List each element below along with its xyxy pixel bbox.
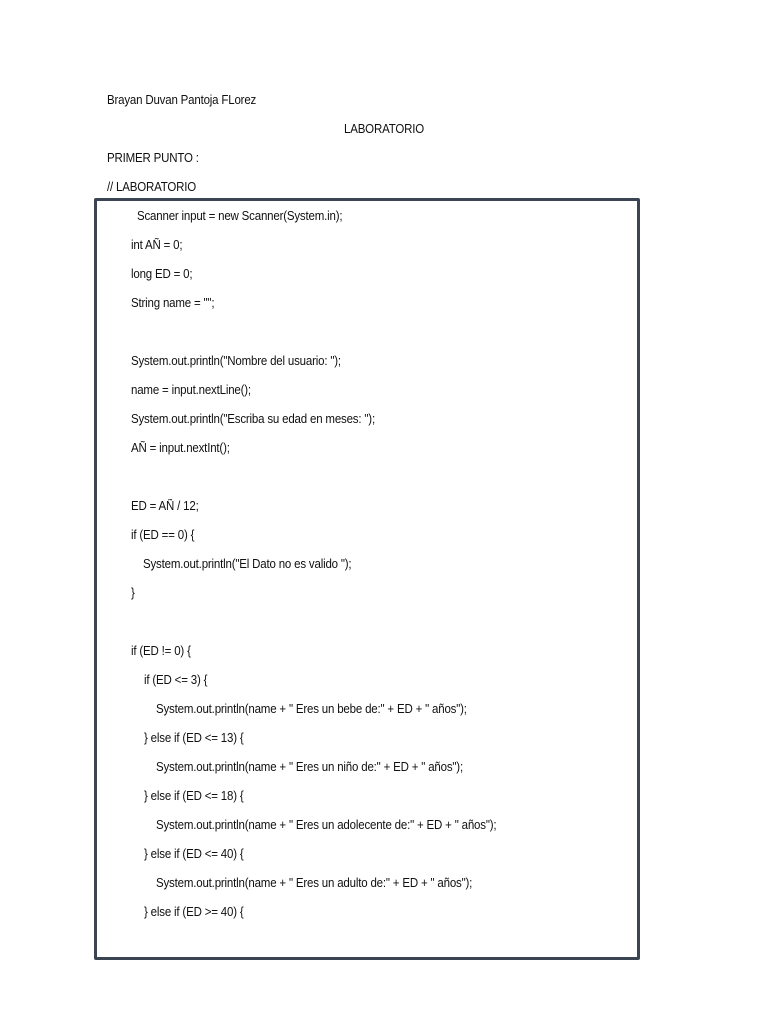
code-line: } else if (ED >= 40) {	[144, 905, 244, 919]
code-line: if (ED == 0) {	[131, 528, 195, 542]
code-line: } else if (ED <= 13) {	[144, 731, 244, 745]
code-line: ED = AÑ / 12;	[131, 499, 199, 513]
document-heading: LABORATORIO	[344, 122, 424, 136]
code-line: System.out.println(name + " Eres un niño de:" + ED + " años");	[156, 760, 463, 774]
code-line: System.out.println(name + " Eres un adolecente de:" + ED + " años");	[156, 818, 497, 832]
code-line: } else if (ED <= 18) {	[144, 789, 244, 803]
code-line: System.out.println(name + " Eres un bebe de:" + ED + " años");	[156, 702, 467, 716]
code-line: AÑ = input.nextInt();	[131, 441, 230, 455]
code-comment: // LABORATORIO	[107, 180, 197, 194]
code-line: } else if (ED <= 40) {	[144, 847, 244, 861]
code-line: System.out.println(name + " Eres un adulto de:" + ED + " años");	[156, 876, 473, 890]
code-line: System.out.println("El Dato no es valido ");	[143, 557, 352, 571]
code-line: }	[131, 586, 135, 600]
code-line: int AÑ = 0;	[131, 238, 183, 252]
code-line: System.out.println("Nombre del usuario: ");	[131, 354, 341, 368]
author-name: Brayan Duvan Pantoja FLorez	[107, 93, 257, 107]
code-line: long ED = 0;	[131, 267, 193, 281]
code-line: name = input.nextLine();	[131, 383, 251, 397]
code-line: if (ED != 0) {	[131, 644, 191, 658]
code-line: Scanner input = new Scanner(System.in);	[137, 209, 343, 223]
code-block	[94, 198, 640, 960]
code-line: String name = "";	[131, 296, 215, 310]
code-line: System.out.println("Escriba su edad en meses: ");	[131, 412, 375, 426]
section-title: PRIMER PUNTO :	[107, 151, 199, 165]
code-line: if (ED <= 3) {	[144, 673, 208, 687]
